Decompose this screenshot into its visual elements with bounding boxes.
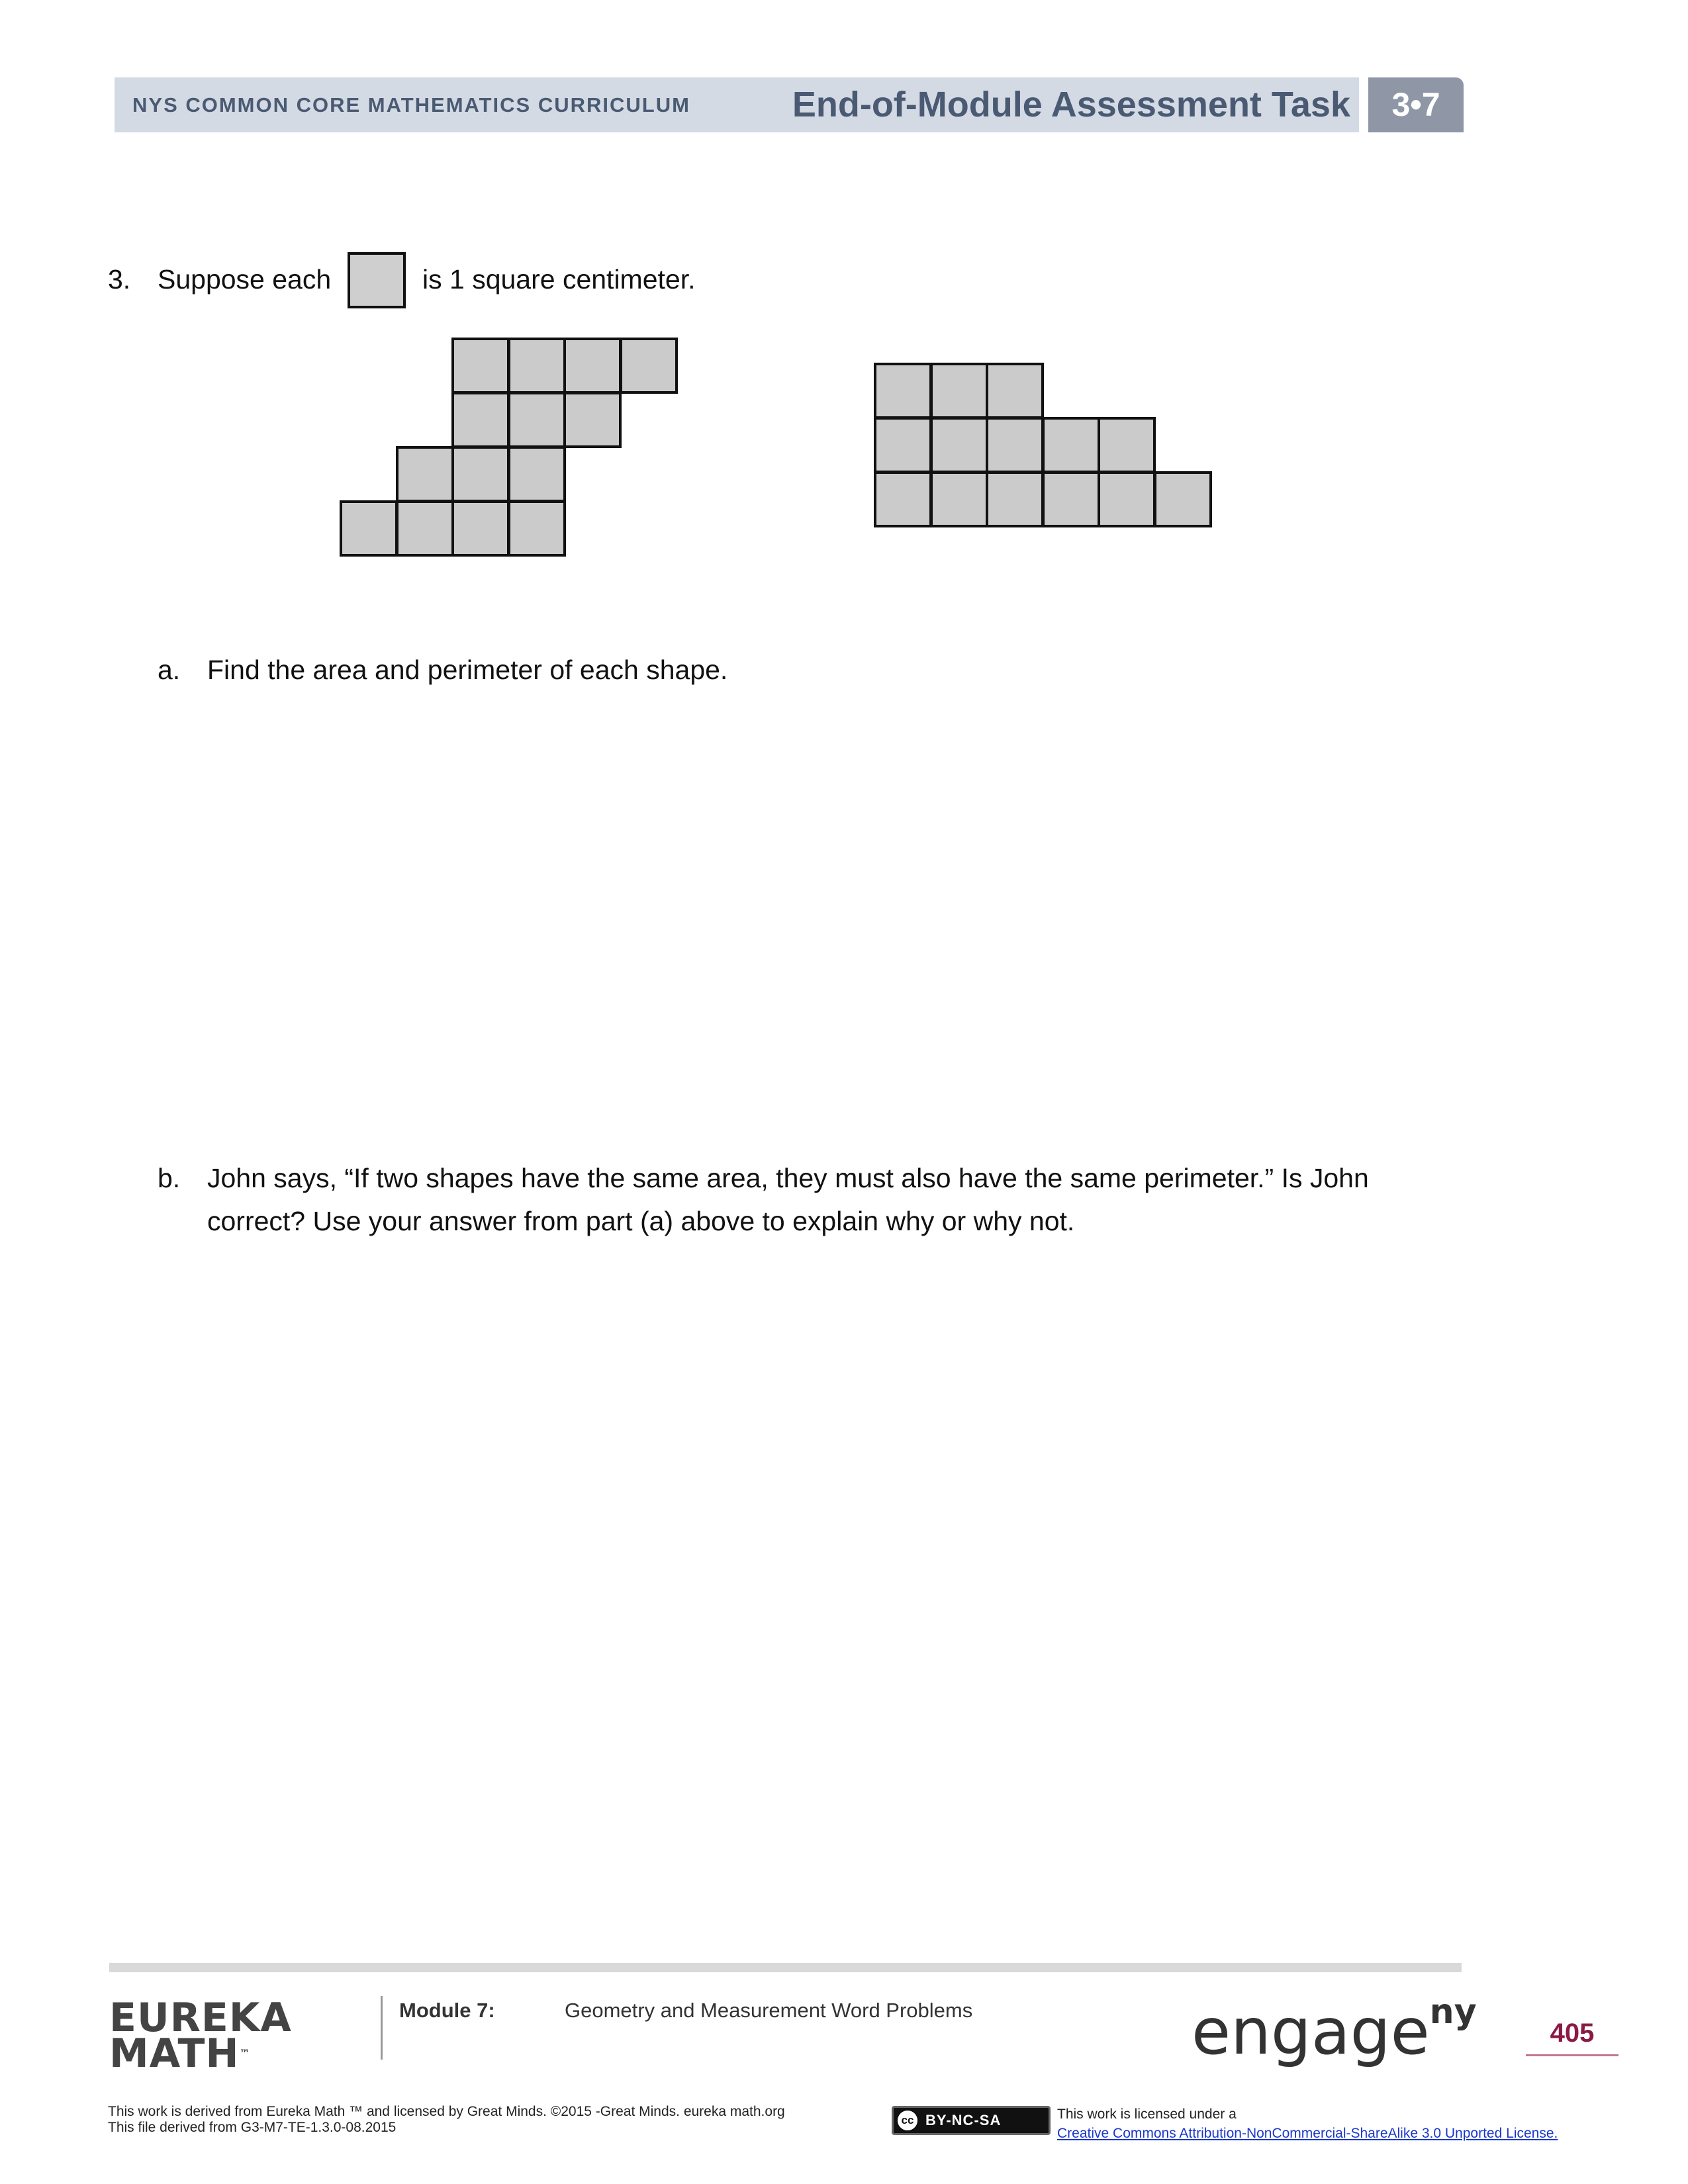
license-notice: This work is licensed under a bbox=[1057, 2107, 1237, 2122]
part-b-prompt-line-1: John says, “If two shapes have the same area, they must also have the same perimeter.” Is John bbox=[207, 1163, 1369, 1193]
unit-square-cell bbox=[930, 471, 988, 527]
unit-square-cell bbox=[340, 500, 398, 557]
page-number: 405 bbox=[1550, 2019, 1595, 2048]
footer-divider bbox=[381, 1996, 383, 2060]
unit-square-cell bbox=[986, 363, 1044, 419]
curriculum-label: NYS COMMON CORE MATHEMATICS CURRICULUM bbox=[132, 93, 690, 116]
unit-square-cell bbox=[563, 392, 622, 448]
unit-square-cell bbox=[451, 392, 510, 448]
cc-icon: cc bbox=[896, 2109, 919, 2132]
part-b-label: b. bbox=[158, 1163, 181, 1193]
module-label: Module 7: bbox=[399, 1999, 495, 2022]
part-a-prompt: Find the area and perimeter of each shape. bbox=[207, 655, 728, 685]
unit-square-cell bbox=[508, 392, 566, 448]
unit-square-cell bbox=[1154, 471, 1212, 527]
cc-badge-text: BY-NC-SA bbox=[925, 2112, 1002, 2128]
unit-square-cell bbox=[508, 500, 566, 557]
unit-square-cell bbox=[1098, 417, 1156, 473]
unit-square-cell bbox=[508, 338, 566, 394]
unit-square-icon bbox=[348, 252, 406, 308]
unit-square-cell bbox=[1098, 471, 1156, 527]
logo-line-2: MATH bbox=[109, 2030, 240, 2077]
unit-square-cell bbox=[874, 417, 932, 473]
unit-square-cell bbox=[451, 446, 510, 502]
footer-rule bbox=[109, 1963, 1462, 1972]
unit-square-cell bbox=[451, 338, 510, 394]
logo-trademark: ™ bbox=[239, 2047, 251, 2060]
engageny-logo bbox=[1192, 1992, 1477, 2071]
page-number-underline bbox=[1526, 2054, 1618, 2056]
unit-square-cell bbox=[563, 338, 622, 394]
unit-square-cell bbox=[451, 500, 510, 557]
unit-square-cell bbox=[620, 338, 678, 394]
unit-square-cell bbox=[396, 500, 454, 557]
question-intro: Suppose each bbox=[158, 264, 332, 295]
logo-line-1: EUREKA bbox=[109, 1995, 292, 2041]
part-b-prompt-line-2: correct? Use your answer from part (a) above to explain why or why not. bbox=[207, 1206, 1075, 1236]
unit-square-cell bbox=[986, 471, 1044, 527]
unit-square-cell bbox=[396, 446, 454, 502]
engage-ny-superscript: ny bbox=[1429, 1992, 1477, 2032]
grade-module-badge: 3•7 bbox=[1368, 77, 1464, 132]
part-a-label: a. bbox=[158, 655, 181, 685]
unit-square-cell bbox=[874, 363, 932, 419]
derived-notice: This work is derived from Eureka Math ™ and licensed by Great Minds. ©2015 -Great Minds. eureka math.org bbox=[108, 2104, 785, 2119]
module-name: Geometry and Measurement Word Problems bbox=[565, 1999, 973, 2022]
unit-square-cell bbox=[930, 363, 988, 419]
page-title: End-of-Module Assessment Task bbox=[792, 85, 1350, 124]
header-separator bbox=[1359, 77, 1368, 132]
file-source: This file derived from G3-M7-TE-1.3.0-08.2015 bbox=[108, 2120, 397, 2135]
unit-square-cell bbox=[986, 417, 1044, 473]
cc-license-badge[interactable] bbox=[892, 2106, 1051, 2135]
unit-square-cell bbox=[930, 417, 988, 473]
question-number: 3. bbox=[108, 264, 131, 295]
unit-square-cell bbox=[1042, 471, 1100, 527]
eureka-math-logo bbox=[109, 1995, 292, 2077]
engage-text: engage bbox=[1192, 1995, 1430, 2069]
unit-definition: is 1 square centimeter. bbox=[422, 264, 696, 295]
unit-square-cell bbox=[874, 471, 932, 527]
unit-square-cell bbox=[508, 446, 566, 502]
license-link[interactable]: Creative Commons Attribution-NonCommercial-ShareAlike 3.0 Unported License. bbox=[1057, 2126, 1558, 2141]
unit-square-cell bbox=[1042, 417, 1100, 473]
